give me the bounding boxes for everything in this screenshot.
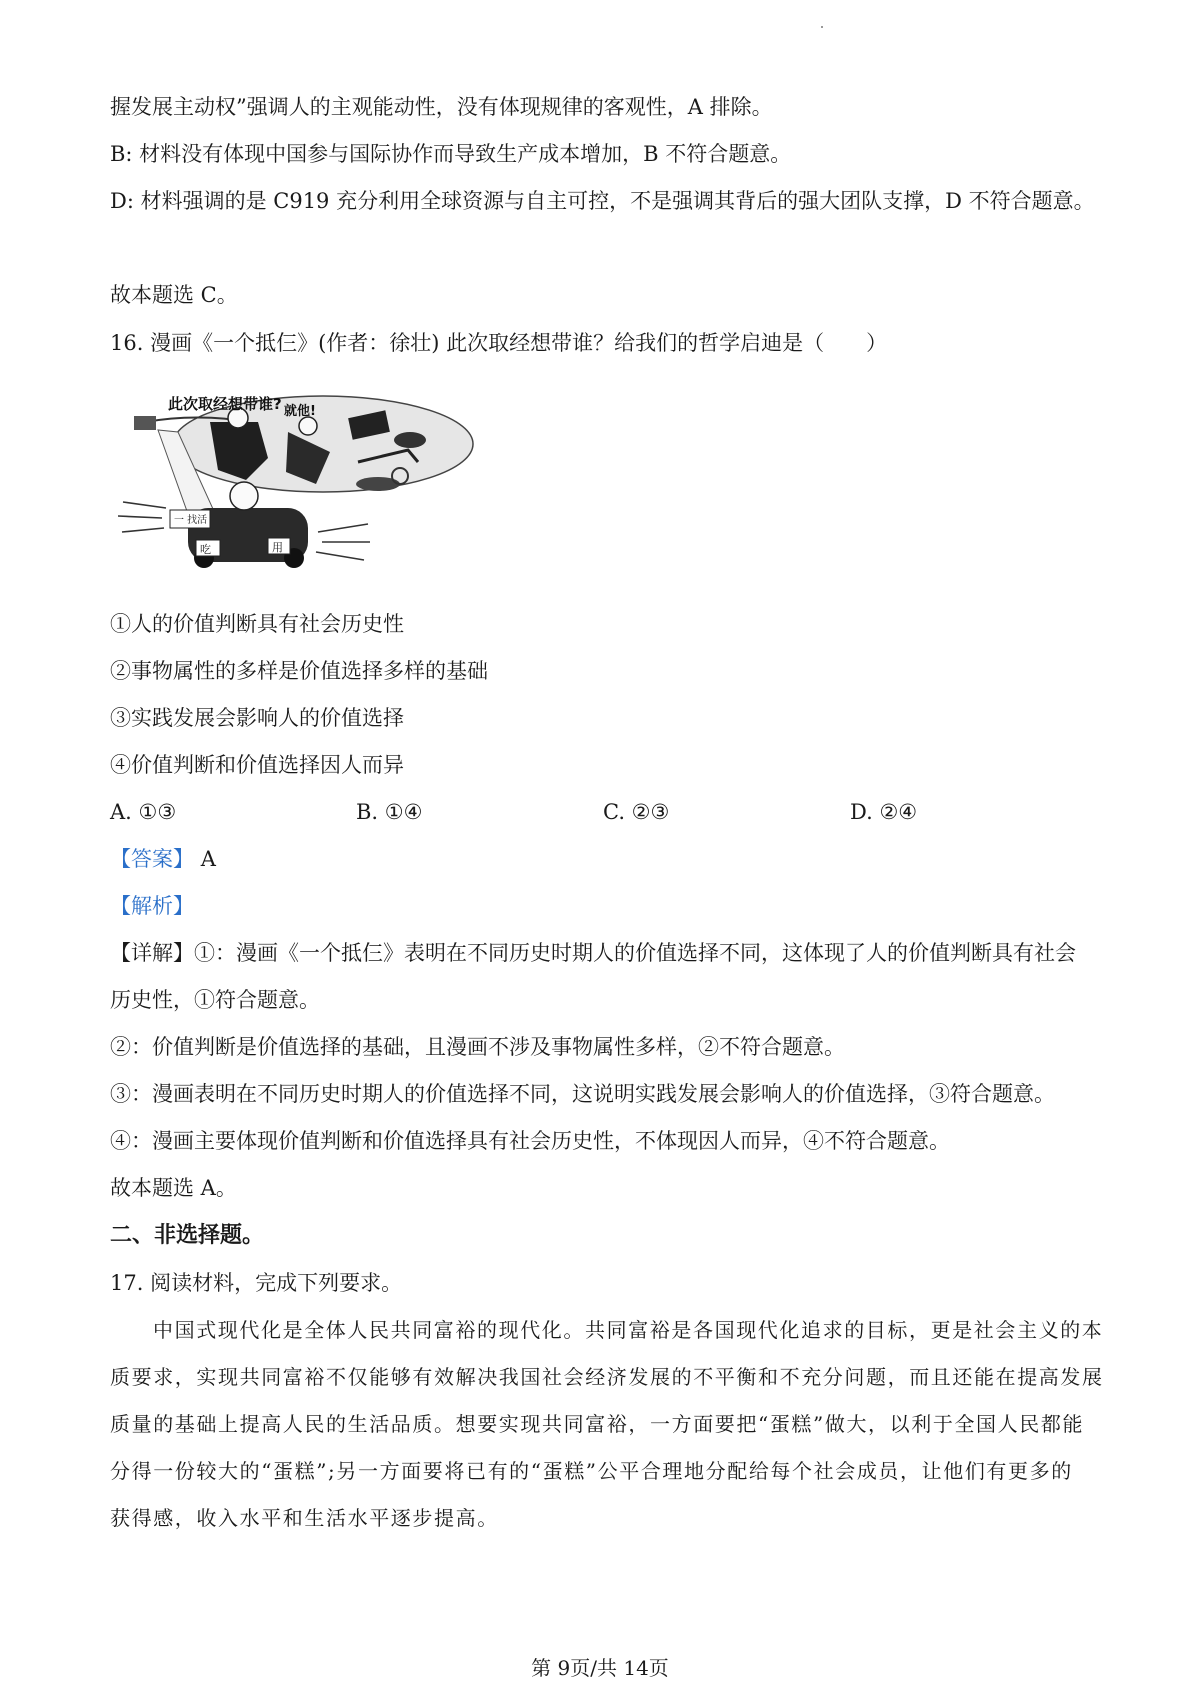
question-16-stem: 16. 漫画《一个抵仨》(作者：徐壮) 此次取经想带谁？给我们的哲学启迪是（ ） <box>110 331 888 355</box>
figure-rider <box>230 482 258 510</box>
question-17-stem: 17. 阅读材料，完成下列要求。 <box>110 1271 403 1295</box>
detail-line: 【详解】①：漫画《一个抵仨》表明在不同历史时期人的价值选择不同，这体现了人的价值判断具有社会 <box>110 941 1076 965</box>
detail-line: 故本题选 A。 <box>110 1176 237 1200</box>
cartoon-bubble-answer: 就他! <box>284 404 316 419</box>
detail-line: ④：漫画主要体现价值判断和价值选择具有社会历史性，不体现因人而异，④不符合题意。 <box>110 1129 950 1153</box>
choice-item-3: ③实践发展会影响人的价值选择 <box>110 706 404 730</box>
hat-item <box>394 432 426 448</box>
material-line: 分得一份较大的“蛋糕”;另一方面要将已有的“蛋糕”公平合理地分配给每个社会成员，让他们有更多的 <box>110 1459 1073 1483</box>
scan-speck <box>821 26 823 28</box>
cartoon-tag-1: 一 找活 <box>174 515 208 526</box>
analysis-tag: 【解析】 <box>110 894 194 918</box>
detail-line: ②：价值判断是价值选择的基础，且漫画不涉及事物属性多样，②不符合题意。 <box>110 1035 845 1059</box>
answer-line <box>110 845 216 873</box>
detail-line: 历史性，①符合题意。 <box>110 988 320 1012</box>
detail-line: ③：漫画表明在不同历史时期人的价值选择不同，这说明实践发展会影响人的价值选择，③符合题意。 <box>110 1082 1055 1106</box>
text-line: 故本题选 C。 <box>110 283 238 307</box>
cartoon-tag-2: 吃 <box>200 543 211 556</box>
cartoon-tag-3: 用 <box>272 541 283 554</box>
material-line: 质要求，实现共同富裕不仅能够有效解决我国社会经济发展的不平衡和不充分问题，而且还能在提高发展 <box>110 1365 1104 1389</box>
answer-value: A <box>200 847 216 871</box>
choice-item-4: ④价值判断和价值选择因人而异 <box>110 753 404 777</box>
camera-shape <box>134 416 156 430</box>
answer-tag: 【答案】 <box>110 847 194 871</box>
material-line: 获得感，收入水平和生活水平逐步提高。 <box>110 1506 499 1530</box>
option-a: A. ①③ <box>110 800 177 824</box>
option-c: C. ②③ <box>603 800 670 824</box>
choice-item-1: ①人的价值判断具有社会历史性 <box>110 612 404 636</box>
text-line: 握发展主动权”强调人的主观能动性，没有体现规律的客观性，A 排除。 <box>110 95 773 119</box>
option-b: B. ①④ <box>356 800 423 824</box>
page-footer: 第 9页/共 14页 <box>531 1656 669 1680</box>
option-d: D. ②④ <box>850 800 918 824</box>
cartoon-image <box>118 392 478 568</box>
choice-item-2: ②事物属性的多样是价值选择多样的基础 <box>110 659 488 683</box>
section-heading: 二、非选择题。 <box>110 1223 265 1248</box>
material-line: 质量的基础上提高人民的生活品质。想要实现共同富裕，一方面要把“蛋糕”做大，以利于全国人民都能 <box>110 1412 1085 1436</box>
analysis-line <box>110 892 194 920</box>
cartoon-bubble-question: 此次取经想带谁? <box>168 395 282 413</box>
text-line: B: 材料没有体现中国参与国际协作而导致生产成本增加，B 不符合题意。 <box>110 142 792 166</box>
text-line: D: 材料强调的是 C919 充分利用全球资源与自主可控，不是强调其背后的强大团队支撑，D 不符合题意。 <box>110 189 1095 213</box>
material-line: 中国式现代化是全体人民共同富裕的现代化。共同富裕是各国现代化追求的目标，更是社会主义的本 <box>153 1318 1104 1342</box>
